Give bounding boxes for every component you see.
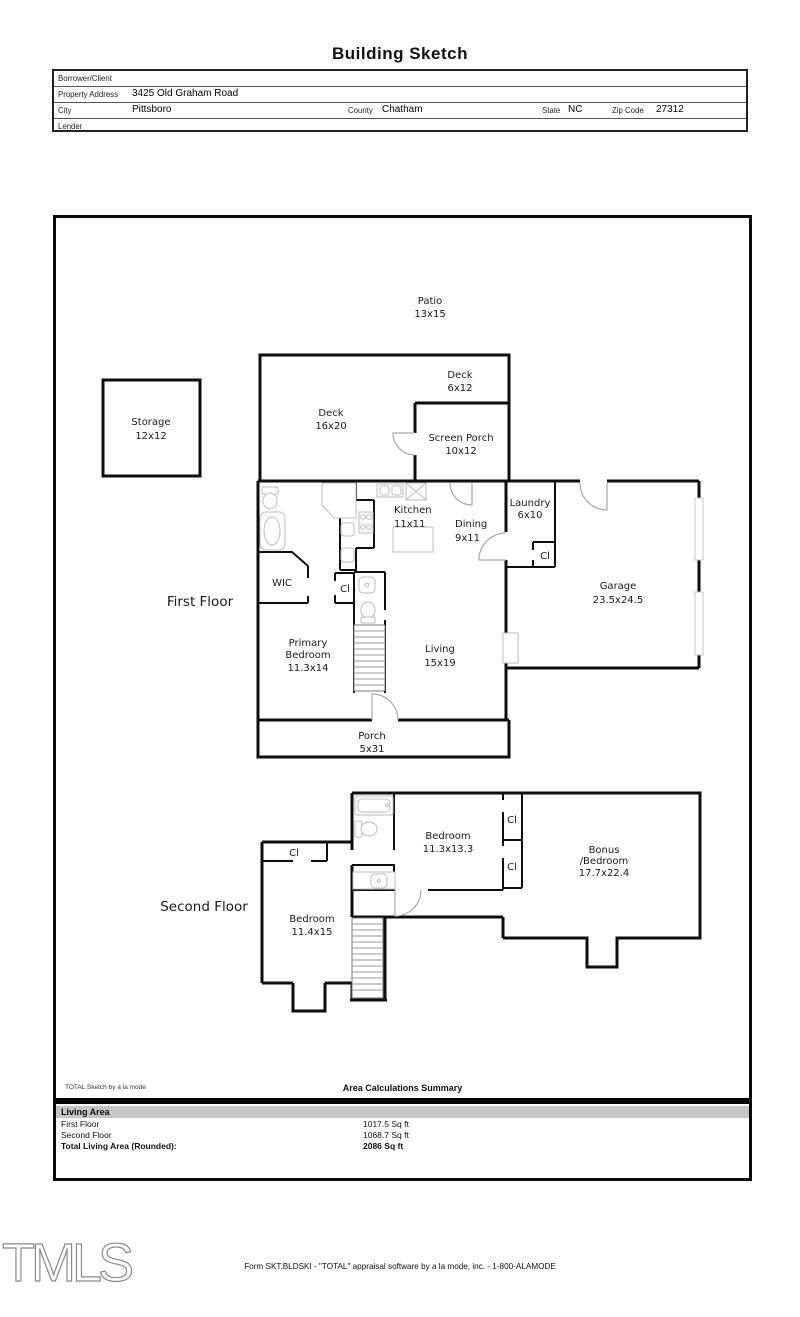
summary-row-first-floor <box>56 1119 749 1130</box>
bathtub-basin <box>264 517 280 545</box>
bedroom-upper-door <box>395 890 421 916</box>
bonus-label-1: Bonus <box>588 845 620 856</box>
dining-deck-door <box>450 483 472 505</box>
front-door <box>372 694 398 720</box>
zip-label: Zip Code <box>612 105 644 115</box>
dining-dims: 9x11 <box>455 533 481 544</box>
total-living-area-value: 2086 Sq ft <box>363 1141 404 1151</box>
fixtures-second-floor <box>353 796 395 889</box>
form-row-address <box>54 87 746 103</box>
patio-dims: 13x15 <box>414 309 446 320</box>
zip-value: 27312 <box>656 104 684 115</box>
garage-entry-door <box>580 483 607 510</box>
subject-info-form <box>52 69 748 132</box>
door-arcs-first-floor <box>372 433 607 720</box>
state-label: State <box>542 105 561 115</box>
city-label: City <box>58 105 72 115</box>
property-address-label: Property Address <box>58 89 118 99</box>
property-address-value: 3425 Old Graham Road <box>132 88 239 99</box>
first-floor-row-value: 1017.5 Sq ft <box>363 1119 409 1129</box>
closet-label-wing: Cl <box>289 848 299 859</box>
bedroom-left-label: Bedroom <box>289 914 335 925</box>
stairs-first-floor <box>354 625 385 691</box>
dining-label: Dining <box>455 519 488 530</box>
living-label: Living <box>425 644 455 655</box>
form-row-borrower <box>54 71 746 87</box>
garage-door-opening-1 <box>695 498 703 560</box>
storage-label: Storage <box>131 417 171 428</box>
second-floor-row-value: 1068.7 Sq ft <box>363 1130 409 1140</box>
toilet-base-2 <box>361 617 375 623</box>
laundry-hall-door <box>479 533 506 560</box>
form-row-city <box>54 103 746 119</box>
primary-bedroom-dims: 11.3x14 <box>287 663 329 674</box>
bonus-exterior-walls <box>352 793 700 967</box>
storage-dims: 12x12 <box>135 431 167 442</box>
lender-label: Lender <box>58 121 83 131</box>
summary-row-second-floor <box>56 1130 749 1141</box>
burner-3 <box>361 525 366 530</box>
powder-sink-drain <box>365 583 369 587</box>
county-label: County <box>348 105 373 115</box>
garage-door-opening-2 <box>695 592 703 655</box>
sketch-area <box>53 215 752 1181</box>
toilet-bowl-1 <box>263 493 277 509</box>
laundry-label: Laundry <box>509 498 551 509</box>
bedroom-left-dims: 11.4x15 <box>291 927 333 938</box>
vanity-sink-2 <box>341 548 354 562</box>
deck-small-dims: 6x12 <box>447 383 473 394</box>
dishwasher <box>406 483 426 500</box>
fixtures-first-floor <box>260 483 518 663</box>
second-floor-label: Second Floor <box>160 899 248 915</box>
first-floor-row-label: First Floor <box>61 1119 100 1129</box>
form-row-lender <box>54 119 746 134</box>
kitchen-sink-basin-1 <box>380 486 389 495</box>
summary-title: Area Calculations Summary <box>342 1083 463 1093</box>
kitchen-island <box>393 527 433 552</box>
garage-label: Garage <box>599 581 637 592</box>
stairs-second-floor <box>352 918 383 998</box>
second-floor-plan <box>262 793 700 1011</box>
kitchen-dims: 11x11 <box>394 519 426 530</box>
deck-large-label: Deck <box>318 408 344 419</box>
door-arcs-second-floor <box>395 890 421 916</box>
fireplace <box>503 633 518 663</box>
screen-porch-label: Screen Porch <box>428 433 494 444</box>
primary-bedroom-label-1: Primary <box>288 638 328 649</box>
screen-porch-door <box>393 433 415 455</box>
first-floor-labels <box>131 296 643 755</box>
bedroom-upper-dims: 11.3x13.3 <box>422 844 474 855</box>
second-floor-row-label: Second Floor <box>61 1130 112 1140</box>
county-value: Chatham <box>382 104 423 115</box>
first-floor-plan <box>103 355 703 757</box>
kitchen-label: Kitchen <box>394 505 432 516</box>
wic-label: WIC <box>272 578 292 589</box>
page-title: Building Sketch <box>332 44 468 63</box>
porch-label: Porch <box>358 731 386 742</box>
porch-dims: 5x31 <box>359 744 385 755</box>
sketch-credit: TOTAL Sketch by a la mode <box>65 1084 146 1091</box>
bathtub-2-drain <box>386 804 389 807</box>
burner-4 <box>367 525 372 530</box>
patio-label: Patio <box>417 296 443 307</box>
summary-divider <box>56 1098 749 1104</box>
burner-2 <box>367 515 372 520</box>
bonus-dims: 17.7x22.4 <box>578 868 630 879</box>
closet-label-bonus-2: Cl <box>507 862 517 873</box>
primary-bedroom-label-2: Bedroom <box>285 650 331 661</box>
bonus-label-2: /Bedroom <box>579 856 629 867</box>
closet-label-hall: Cl <box>340 584 350 595</box>
burner-1 <box>361 515 366 520</box>
vanity-sink-1 <box>341 523 354 536</box>
closet-label-laundry: Cl <box>540 551 550 562</box>
garage-dims: 23.5x24.5 <box>592 595 644 606</box>
screen-porch-dims: 10x12 <box>445 446 477 457</box>
deck-large-dims: 16x20 <box>315 421 347 432</box>
laundry-dims: 6x10 <box>517 510 543 521</box>
bonus-closet-walls <box>503 793 522 890</box>
living-dims: 15x19 <box>424 658 456 669</box>
summary-row-total <box>56 1141 749 1152</box>
storage-outline <box>103 380 200 476</box>
living-area-header: Living Area <box>56 1106 749 1118</box>
bedroom-upper-label: Bedroom <box>425 831 471 842</box>
kitchen-sink-basin-2 <box>392 486 401 495</box>
deck-small-label: Deck <box>447 370 473 381</box>
form-footer-text: Form SKT.BLDSKI - "TOTAL" appraisal software by a la mode, inc. - 1-800-ALAMODE <box>244 1261 556 1271</box>
tmls-logo: TMLS <box>2 1233 131 1293</box>
vanity-sink-2f-drain <box>378 880 381 883</box>
corner-shower <box>322 483 356 518</box>
borrower-label: Borrower/Client <box>58 73 112 83</box>
first-floor-label: First Floor <box>166 594 234 610</box>
total-living-area-label: Total Living Area (Rounded): <box>61 1141 177 1151</box>
state-value: NC <box>568 104 583 115</box>
toilet-bowl-3 <box>361 822 377 836</box>
floor-plan-canvas <box>56 218 749 1095</box>
closet-label-bonus-1: Cl <box>507 815 517 826</box>
city-value: Pittsboro <box>132 104 172 115</box>
toilet-bowl-2 <box>361 602 375 618</box>
